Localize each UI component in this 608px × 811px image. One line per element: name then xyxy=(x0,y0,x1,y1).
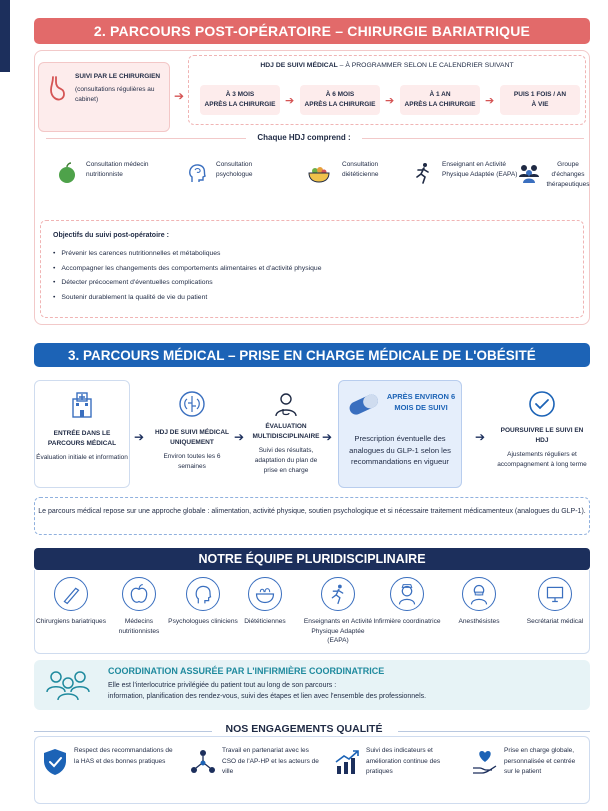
pathway-card-title: HDJ DE SUIVI MÉDICAL UNIQUEMENT xyxy=(154,429,230,446)
arrow-right-icon: ➔ xyxy=(285,95,295,107)
divider xyxy=(398,731,590,732)
arrow-right-icon: ➔ xyxy=(322,430,333,444)
pathway-card xyxy=(150,380,234,488)
team-people-icon xyxy=(46,668,90,702)
pathway-card-title: ÉVALUATION MULTIDISCIPLINAIRE xyxy=(252,423,320,440)
service-item: Groupe d'échanges thérapeutiques xyxy=(518,158,588,198)
list-item: • Soutenir durablement la qualité de vie du patient xyxy=(53,291,321,306)
hospital-icon xyxy=(68,391,96,419)
pathway-card-title: ENTRÉE DANS LE PARCOURS MÉDICAL xyxy=(47,430,117,447)
coordination-text: Elle est l'interlocutrice privilégiée du patient tout au long de son parcours : information, planification des rendez-vous, suivi des étapes et lien avec l'ensemble des professionnels. xyxy=(108,682,427,700)
pathway-card xyxy=(34,380,130,488)
hdj-calendar-title: HDJ DE SUIVI MÉDICAL – À PROGRAMMER SELON LE CALENDRIER SUIVANT xyxy=(260,62,514,69)
hdj-step: À 6 MOIS APRÈS LA CHIRURGIE xyxy=(300,85,380,115)
head-profile-icon xyxy=(186,577,220,611)
arrow-right-icon: ➔ xyxy=(234,430,245,444)
pathway-card-text: Suivi des résultats, adaptation du plan de prise en charge xyxy=(254,447,318,474)
shield-check-icon xyxy=(42,748,68,776)
arrow-right-icon: ➔ xyxy=(475,430,486,444)
apple-icon xyxy=(56,162,78,184)
arrow-right-icon: ➔ xyxy=(174,89,185,103)
group-people-icon xyxy=(518,162,540,184)
check-circle-icon xyxy=(528,390,556,418)
surgeon-followup-box xyxy=(38,62,170,132)
pill-icon xyxy=(347,393,381,417)
head-profile-icon xyxy=(186,162,208,184)
apple-icon xyxy=(122,577,156,611)
hdj-step: À 1 AN APRÈS LA CHIRURGIE xyxy=(400,85,480,115)
computer-icon xyxy=(538,577,572,611)
salad-bowl-icon xyxy=(248,577,282,611)
objectives-title: Objectifs du suivi post-opératoire : xyxy=(53,232,169,239)
team-member: Psychologues cliniciens xyxy=(168,577,238,627)
quality-title: NOS ENGAGEMENTS QUALITÉ xyxy=(225,723,383,735)
quality-item: Suivi des indicateurs et amélioration continue des pratiques xyxy=(334,744,474,794)
service-item: Consultation psychologue xyxy=(186,158,296,198)
pathway-card-text: Évaluation initiale et information xyxy=(36,454,128,461)
scalpel-icon xyxy=(54,577,88,611)
hdj-includes-title: Chaque HDJ comprend : xyxy=(257,133,351,142)
list-item: • Détecter précocement d'éventuelles complications xyxy=(53,276,321,291)
service-item: Consultation médecin nutritionniste xyxy=(56,158,166,198)
surgeon-followup-title: SUIVI PAR LE CHIRURGIEN xyxy=(75,73,161,80)
quality-item: Prise en charge globale, personnalisée et centrée sur le patient xyxy=(472,744,588,794)
service-item: Enseignant en Activité Physique Adaptée (EAPA) xyxy=(412,158,522,198)
surgeon-followup-text: (consultations régulières au cabinet) xyxy=(75,86,155,103)
pathway-card-title: POURSUIVRE LE SUIVI EN HDJ xyxy=(500,427,584,444)
pathway-card-highlight xyxy=(338,380,462,488)
list-item: • Accompagner les changements des comportements alimentaires et d'activité physique xyxy=(53,262,321,277)
coordination-box xyxy=(34,660,590,710)
pathway-card-text: Environ toutes les 6 semaines xyxy=(163,453,221,470)
nurse-icon xyxy=(390,577,424,611)
hdj-step: À 3 MOIS APRÈS LA CHIRURGIE xyxy=(200,85,280,115)
section2-title: 2. PARCOURS POST-OPÉRATOIRE – CHIRURGIE BARIATRIQUE xyxy=(34,18,590,44)
pathway-card xyxy=(494,380,590,488)
coordination-title: COORDINATION ASSURÉE PAR L'INFIRMIÈRE COORDINATRICE xyxy=(108,666,385,676)
running-person-icon xyxy=(321,577,355,611)
arrow-right-icon: ➔ xyxy=(485,95,495,107)
team-member: Diététiciennes xyxy=(230,577,300,627)
heart-hand-icon xyxy=(472,748,498,776)
stomach-icon xyxy=(47,75,67,103)
pathway-card-text: Prescription éventuelle des analogues du GLP-1 selon les recommandations en vigueur xyxy=(349,434,451,466)
pathway-card-title: APRÈS ENVIRON 6 MOIS DE SUIVI xyxy=(386,392,456,412)
list-item: • Prévenir les carences nutritionnelles et métaboliques xyxy=(53,247,321,262)
quality-item: Respect des recommandations de la HAS et des bonnes pratiques xyxy=(42,744,178,794)
service-item: Consultation diététicienne xyxy=(308,158,418,198)
arrow-right-icon: ➔ xyxy=(134,430,145,444)
quality-item: Travail en partenariat avec les CSO de l'AP-HP et les acteurs de ville xyxy=(190,744,330,794)
pathway-card xyxy=(250,380,322,488)
divider xyxy=(362,138,584,139)
team-title: NOTRE ÉQUIPE PLURIDISCIPLINAIRE xyxy=(34,548,590,570)
section3-title: 3. PARCOURS MÉDICAL – PRISE EN CHARGE MÉDICALE DE L'OBÉSITÉ xyxy=(34,343,590,367)
team-member: Anesthésistes xyxy=(444,577,514,627)
network-icon xyxy=(190,748,216,776)
running-person-icon xyxy=(412,162,434,184)
hdj-step: PUIS 1 FOIS / AN À VIE xyxy=(500,85,580,115)
page-edge-strip xyxy=(0,0,10,72)
team-member: Médecins nutritionnistes xyxy=(104,577,174,636)
team-member: Enseignants en Activité Physique Adaptée (EAPA) xyxy=(300,577,376,646)
pathway-note: Le parcours médical repose sur une approche globale : alimentation, activité physique, soutien psychologique et si nécessaire traitement médicamenteux (analogues du GLP-1). xyxy=(34,497,590,535)
objectives-box xyxy=(40,220,584,318)
objectives-list xyxy=(53,247,321,305)
anesthetist-icon xyxy=(462,577,496,611)
arrow-right-icon: ➔ xyxy=(385,95,395,107)
doctor-icon xyxy=(272,390,300,418)
team-member: Chirurgiens bariatriques xyxy=(36,577,106,627)
salad-bowl-icon xyxy=(308,162,330,184)
chart-up-icon xyxy=(334,748,360,776)
pathway-card-text: Ajustements réguliers et accompagnement à long terme xyxy=(497,451,587,468)
team-member: Secrétariat médical xyxy=(520,577,590,627)
team-member: Infirmière coordinatrice xyxy=(372,577,442,627)
brain-icon xyxy=(178,390,206,418)
